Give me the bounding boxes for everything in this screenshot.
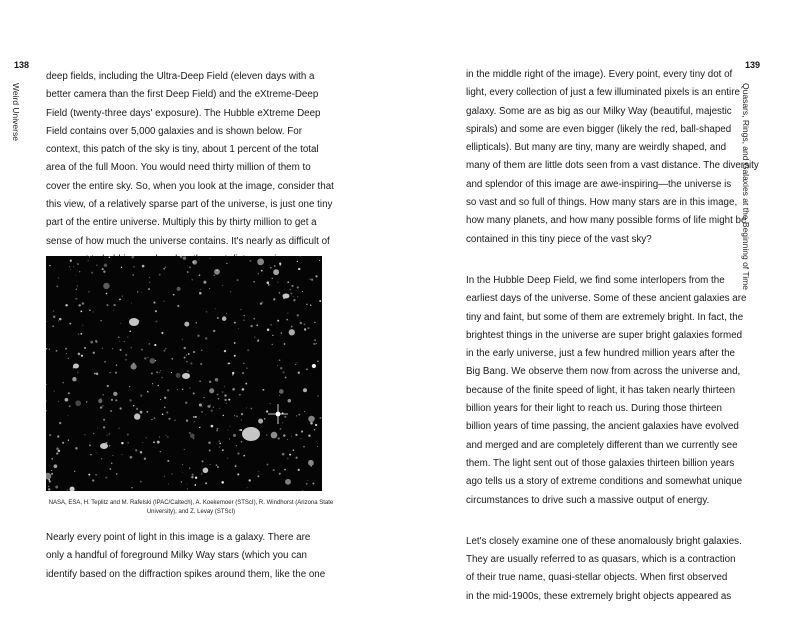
text-line: They are usually referred to as quasars, which is a contraction — [466, 554, 736, 566]
text-line: identify based on the diffraction spikes around them, like the one — [46, 568, 326, 580]
left-page-number: 138 — [14, 60, 30, 70]
text-line: In the Hubble Deep Field, we find some interlopers from the — [466, 274, 725, 286]
text-line: galaxy. Some are as big as our Milky Way (beautiful, majestic — [466, 105, 732, 117]
hubble-deep-field-image — [46, 256, 322, 491]
text-line: sense of how much the universe contains. It's nearly as difficult of — [46, 235, 330, 247]
text-line: circumstances to drive such a massive output of energy. — [466, 494, 710, 506]
text-line: billion years for their light to reach us. During those thirteen — [466, 403, 722, 415]
text-line: because of the finite speed of light, it has taken nearly thirteen — [466, 384, 736, 396]
text-line: many of them are little dots seen from a vast distance. The diversity — [466, 160, 759, 172]
text-line: deep fields, including the Ultra-Deep Field (eleven days with a — [46, 71, 315, 82]
text-line: in the middle right of the image). Every point, every tiny dot of — [466, 69, 733, 80]
text-line: contained in this tiny piece of the vast sky? — [466, 233, 652, 245]
text-line: Big Bang. We observe them now from across the universe and, — [466, 366, 741, 378]
right-page-number: 139 — [745, 60, 761, 70]
text-line: Field contains over 5,000 galaxies and is shown below. For — [46, 125, 302, 137]
text-line: in the mid-1900s, these extremely bright objects appeared as — [466, 590, 732, 602]
image-caption — [46, 499, 336, 517]
text-line: area of the full Moon. You would need thirty million of them to — [46, 162, 311, 174]
caption-line: University), and Z. Levay (STScI) — [146, 509, 236, 515]
text-line: how many planets, and how many possible forms of life might be — [466, 215, 747, 227]
text-line: better camera than the first Deep Field) and the eXtreme-Deep — [46, 89, 319, 101]
right-paragraph-3 — [466, 533, 756, 606]
right-running-head: Quasars, Rings, and Galaxies at the Beginning of Time — [741, 83, 751, 290]
text-line: spirals) and some are even bigger (likely the red, ball-shaped — [466, 123, 732, 135]
text-line: and splendor of this image are awe-inspiring—the universe is — [466, 178, 732, 190]
galaxy-field — [46, 256, 322, 491]
text-line: and merged and are completely different than we currently see — [466, 439, 738, 451]
text-line: billion years of time passing, the ancient galaxies have evolved — [466, 421, 739, 433]
text-line: brightest things in the universe are super bright galaxies formed — [466, 329, 743, 341]
left-paragraph-top — [46, 68, 336, 269]
caption-line: NASA, ESA, H. Teplitz and M. Rafelski (IPAC/Caltech), A. Koekemoer (STScI), R. Windhorst (Arizona State — [48, 500, 334, 506]
text-line: of their true name, quasi-stellar objects. When first observed — [466, 572, 728, 584]
text-line: light, every collection of just a few illuminated pixels is an entire — [466, 87, 740, 99]
left-paragraph-bottom — [46, 529, 336, 584]
text-line: this view, of a relatively sparse part of the universe, is just one tiny — [46, 199, 333, 211]
text-line: tiny and faint, but some of them are extremely bright. In fact, the — [466, 311, 744, 323]
text-line: ago tells us a story of extreme conditions and somewhat unique — [466, 476, 743, 488]
right-column — [466, 66, 759, 606]
text-line: Let's closely examine one of these anomalously bright galaxies. — [466, 535, 742, 547]
text-line: Field (twenty-three days' exposure). The Hubble eXtreme Deep — [46, 107, 321, 119]
text-line: context, this patch of the sky is tiny, about 1 percent of the total — [46, 144, 319, 156]
text-line: ellipticals). But many are tiny, many are weirdly shaped, and — [466, 142, 727, 154]
text-line: only a handful of foreground Milky Way stars (which you can — [46, 550, 308, 562]
text-line: earliest days of the universe. Some of these ancient galaxies are — [466, 293, 747, 305]
left-running-head: Weird Universe — [11, 83, 21, 141]
right-paragraph-2 — [466, 272, 756, 510]
text-line: Nearly every point of light in this image is a galaxy. There are — [46, 532, 311, 543]
text-line: cover the entire sky. So, when you look at the image, consider that — [46, 180, 334, 192]
text-line: them. The light sent out of those galaxies thirteen billion years — [466, 457, 735, 469]
text-line: so vast and so full of things. How many stars are in this image, — [466, 197, 738, 209]
text-line: part of the entire universe. Multiply this by thirty million to get a — [46, 217, 317, 229]
text-line: in the early universe, just a few hundred million years after the — [466, 348, 736, 360]
right-paragraph-1 — [466, 66, 759, 249]
